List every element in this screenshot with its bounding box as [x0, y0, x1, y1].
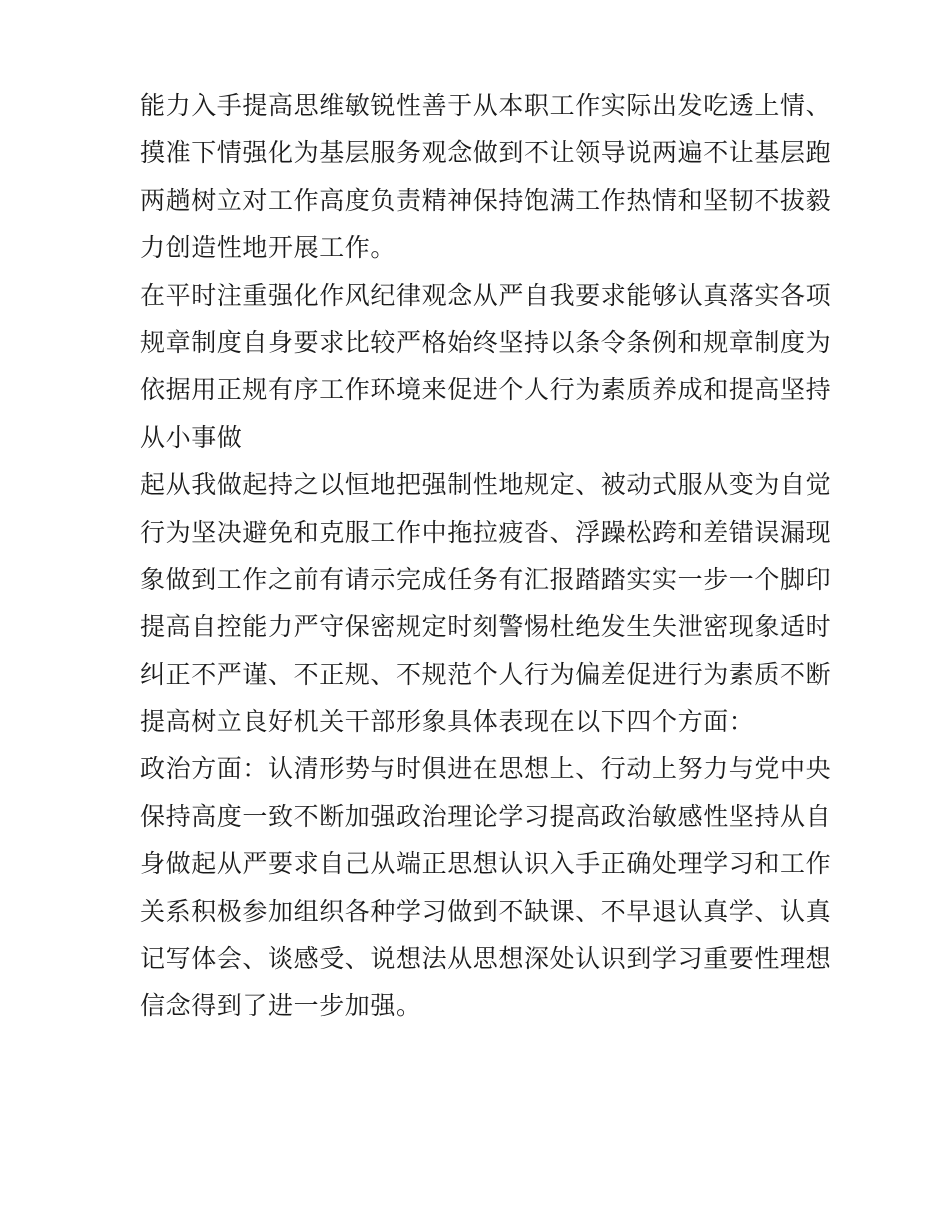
text-line: 两趟树立对工作高度负责精神保持饱满工作热情和坚韧不拔毅 [140, 185, 832, 215]
text-line: 在平时注重强化作风纪律观念从严自我要求能够认真落实各项 [140, 280, 832, 310]
text-line: 关系积极参加组织各种学习做到不缺课、不早退认真学、认真 [140, 896, 832, 926]
text-line: 依据用正规有序工作环境来促进个人行为素质养成和提高坚持 [140, 375, 832, 405]
text-line: 从小事做 [140, 422, 243, 452]
text-line: 纠正不严谨、不正规、不规范个人行为偏差促进行为素质不断 [140, 659, 832, 689]
paragraph-4 [140, 745, 832, 1029]
document-body [140, 82, 832, 1030]
paragraph-3 [140, 461, 832, 745]
text-line: 政治方面：认清形势与时俱进在思想上、行动上努力与党中央 [140, 754, 832, 784]
text-line: 提高树立良好机关干部形象具体表现在以下四个方面： [140, 707, 755, 737]
text-line: 摸准下情强化为基层服务观念做到不让领导说两遍不让基层跑 [140, 138, 832, 168]
text-line: 能力入手提高思维敏锐性善于从本职工作实际出发吃透上情、 [140, 91, 832, 120]
paragraph-1 [140, 82, 832, 272]
text-line: 力创造性地开展工作。 [140, 233, 397, 263]
text-line: 记写体会、谈感受、说想法从思想深处认识到学习重要性理想 [140, 944, 832, 974]
text-line: 起从我做起持之以恒地把强制性地规定、被动式服从变为自觉 [140, 470, 832, 500]
text-line: 信念得到了进一步加强。 [140, 991, 422, 1021]
text-line: 行为坚决避免和克服工作中拖拉疲沓、浮躁松跨和差错误漏现 [140, 517, 832, 547]
text-line: 象做到工作之前有请示完成任务有汇报踏踏实实一步一个脚印 [140, 564, 832, 594]
text-line: 身做起从严要求自己从端正思想认识入手正确处理学习和工作 [140, 849, 832, 879]
text-line: 规章制度自身要求比较严格始终坚持以条令条例和规章制度为 [140, 327, 832, 357]
text-line: 保持高度一致不断加强政治理论学习提高政治敏感性坚持从自 [140, 801, 832, 831]
paragraph-2 [140, 272, 832, 462]
text-line: 提高自控能力严守保密规定时刻警惕杜绝发生失泄密现象适时 [140, 612, 832, 642]
